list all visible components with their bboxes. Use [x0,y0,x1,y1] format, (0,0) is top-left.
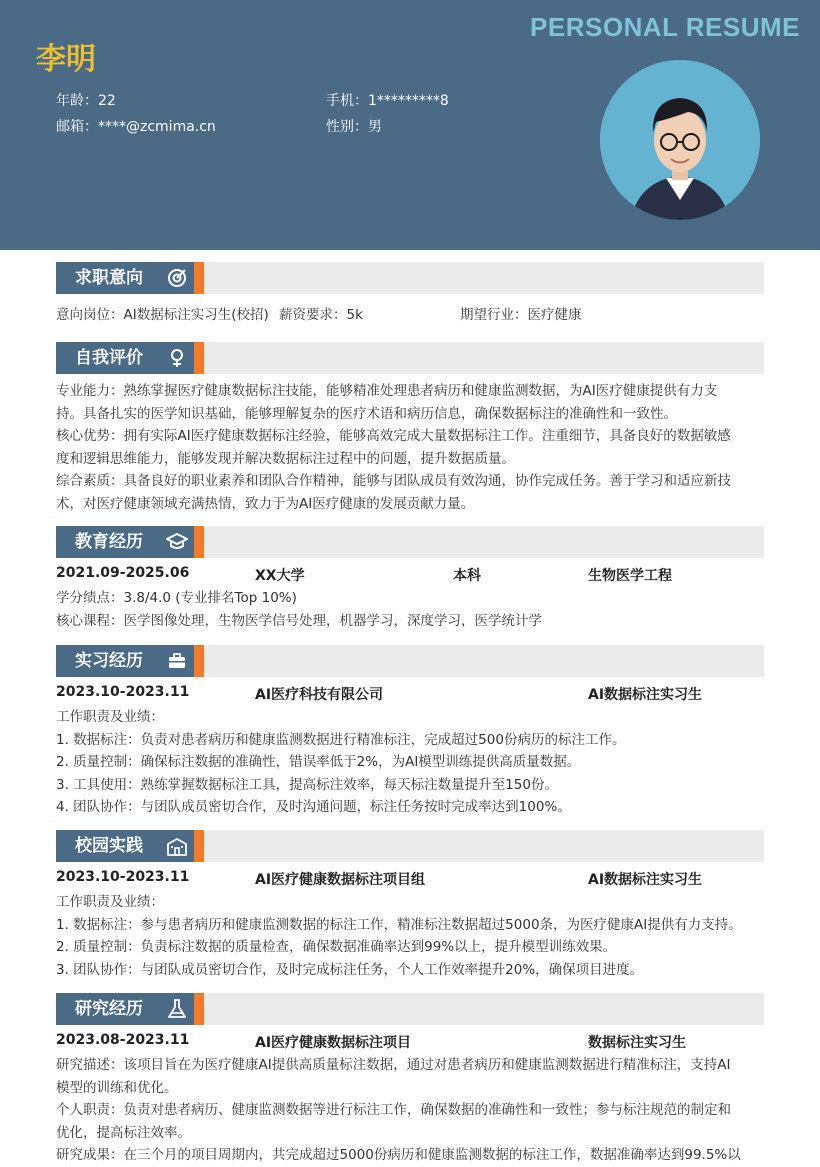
section-accent [194,262,204,294]
target-icon [166,267,188,289]
resume-header [0,0,820,250]
phone-field: 手机：1*********8 [326,93,449,109]
text-line: 2. 质量控制：负责标注数据的质量检查，确保数据准确率达到99%以上，提升模型训练效果。 [56,939,617,955]
internship-text [56,706,768,819]
text-line: 工作职责及业绩： [56,894,164,910]
text-line: 持。具备扎实的医学知识基础，能够理解复杂的医疗术语和病历信息，确保数据标注的准确性和一致性。 [56,405,677,422]
resume-title: PERSONAL RESUME [530,12,800,42]
intent-salary: 薪资要求：5k [279,307,363,323]
self-eval-text [56,380,768,515]
text-line: 3. 团队协作：与团队成员密切合作，及时完成标注任务，个人工作效率提升20%，确保项目进度。 [56,961,644,978]
section-header-self-eval [56,342,764,374]
text-line: 模型的训练和优化。 [56,1079,178,1096]
text-line: 度和逻辑思维能力，能够发现并解决数据标注过程中的问题，提升数据质量。 [56,450,515,467]
internship-role: AI数据标注实习生 [588,687,703,703]
briefcase-icon [166,650,188,672]
intent-position: 意向岗位：AI数据标注实习生(校招) [56,307,269,323]
section-accent [194,993,204,1025]
text-line: 研究描述：该项目旨在为医疗健康AI提供高质量标注数据，通过对患者病历和健康监测数据进行精准标注，支持AI [56,1057,731,1073]
section-header-internship [56,645,764,677]
text-line: 2. 质量控制：确保标注数据的准确性，错误率低于2%，为AI模型训练提供高质量数据。 [56,754,581,770]
section-title: 校园实践 [56,830,194,862]
text-line: 1. 数据标注：参与患者病历和健康监测数据的标注工作，精准标注数据超过5000条，为医疗健康AI提供有力支持。 [56,916,742,933]
research-project: AI医疗健康数据标注项目 [255,1035,412,1051]
section-accent [194,645,204,677]
section-header-research [56,993,764,1025]
education-date: 2021.09-2025.06 [56,565,190,581]
section-header-campus [56,830,764,862]
text-line: 研究成果：在三个月的项目周期内，共完成超过5000份病历和健康监测数据的标注工作，数据准确率达到99.5%以 [56,1147,741,1163]
education-school: XX大学 [255,568,305,584]
intent-industry: 期望行业：医疗健康 [460,307,582,323]
text-line: 个人职责：负责对患者病历、健康监测数据等进行标注工作，确保数据的准确性和一致性；参与标注规范的制定和 [56,1102,731,1118]
text-line: 4. 团队协作：与团队成员密切合作，及时沟通问题，标注任务按时完成率达到100%。 [56,799,571,815]
text-line: 工作职责及业绩： [56,709,164,725]
campus-role: AI数据标注实习生 [588,872,703,888]
school-building-icon [166,835,188,857]
section-accent [194,830,204,862]
section-header-intent [56,262,764,294]
section-title: 研究经历 [56,993,194,1025]
email-field: 邮箱：****@zcmima.cn [56,119,216,135]
text-line: 优化，提高标注效率。 [56,1124,191,1141]
avatar [600,60,760,220]
text-line: 核心课程：医学图像处理，生物医学信号处理，机器学习，深度学习，医学统计学 [56,612,542,629]
person-icon [166,347,188,369]
intent-row [56,304,768,327]
text-line: 3. 工具使用：熟练掌握数据标注工具，提高标注效率，每天标注数量提升至150份。 [56,776,558,793]
flask-icon [166,998,188,1020]
text-line: 1. 数据标注：负责对患者病历和健康监测数据进行精准标注，完成超过500份病历的标注工作。 [56,731,626,748]
section-accent [194,526,204,558]
research-text [56,1054,768,1167]
section-title: 求职意向 [56,262,194,294]
internship-date: 2023.10-2023.11 [56,684,190,700]
research-role: 数据标注实习生 [588,1035,686,1051]
education-major: 生物医学工程 [588,568,672,584]
internship-company: AI医疗科技有限公司 [255,687,384,703]
text-line: 学分绩点：3.8/4.0 (专业排名Top 10%) [56,590,297,606]
text-line: 综合素质：具备良好的职业素养和团队合作精神，能够与团队成员有效沟通，协作完成任务。善于学习和适应新技 [56,473,731,489]
gender-field: 性别：男 [326,119,382,135]
research-date: 2023.08-2023.11 [56,1032,190,1048]
campus-org: AI医疗健康数据标注项目组 [255,872,426,888]
age-field: 年龄：22 [56,93,116,109]
text-line: 专业能力：熟练掌握医疗健康数据标注技能，能够精准处理患者病历和健康监测数据，为AI医疗健康提供有力支 [56,383,718,399]
campus-date: 2023.10-2023.11 [56,869,190,885]
text-line: 术，对医疗健康领域充满热情，致力于为AI医疗健康的发展贡献力量。 [56,495,475,512]
graduation-cap-icon [166,531,188,553]
section-accent [194,342,204,374]
text-line: 核心优势：拥有实际AI医疗健康数据标注经验，能够高效完成大量数据标注工作。注重细节，具备良好的数据敏感 [56,428,731,444]
candidate-name: 李明 [36,42,96,77]
section-title: 自我评价 [56,342,194,374]
campus-text [56,891,768,981]
section-title: 教育经历 [56,526,194,558]
section-title: 实习经历 [56,645,194,677]
education-degree: 本科 [453,568,481,584]
education-text [56,587,768,632]
section-header-education [56,526,764,558]
